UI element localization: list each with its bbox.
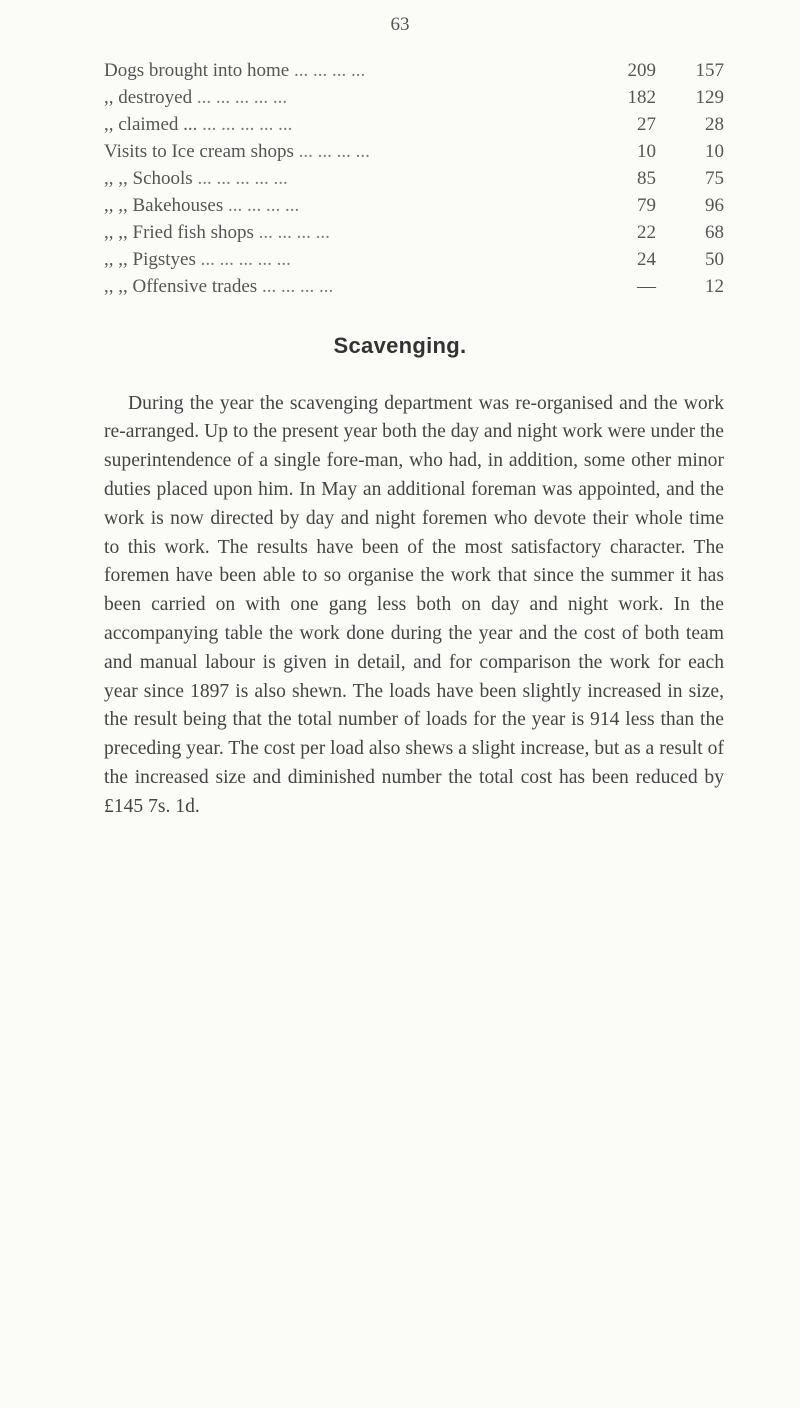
page-number: 63 [390, 14, 410, 35]
value-2: 28 [705, 114, 724, 135]
section-heading: Scavenging. [333, 333, 467, 358]
row-label: ,, ,, Schools [104, 168, 193, 189]
row-label: ,, ,, Pigstyes [104, 249, 196, 270]
row-label: ,, ,, Bakehouses [104, 195, 224, 216]
row-label: ,, claimed ... [104, 114, 198, 135]
value-1: — [637, 276, 656, 297]
table-row [104, 138, 724, 165]
value-2: 75 [705, 168, 724, 189]
table-row [104, 273, 724, 300]
table-row [104, 192, 724, 219]
leader-dots: ... ... ... ... [261, 276, 334, 297]
value-2: 96 [705, 195, 724, 216]
value-2: 12 [705, 276, 724, 297]
table-row [104, 111, 724, 138]
leader-dots: ... ... ... ... [258, 222, 330, 243]
leader-dots: ... ... ... ... ... [196, 87, 288, 108]
leader-dots: ... ... ... ... [228, 195, 300, 216]
value-1: 209 [627, 60, 656, 81]
row-label: ,, ,, Fried fish shops [104, 222, 254, 243]
value-2: 129 [695, 87, 724, 108]
value-1: 22 [637, 222, 656, 243]
leader-dots: ... ... ... ... ... [200, 249, 291, 270]
leader-dots: ... ... ... ... ... [202, 114, 293, 135]
value-1: 182 [627, 87, 656, 108]
row-label: ,, destroyed [104, 87, 193, 108]
value-2: 68 [705, 222, 724, 243]
leader-dots: ... ... ... ... ... [197, 168, 288, 189]
value-1: 27 [637, 114, 656, 135]
row-label: Visits to Ice cream shops [104, 141, 294, 162]
body-paragraph: During the year the scavenging department was re-organised and the work re-arranged. Up to the present year both the day and night work were under the superintendence of a single fore-man, who had, in addition, some other minor duties placed upon him. In May an additional foreman was appointed, and the work is now directed by day and night foremen who devote their whole time to this work. The results have been of the most satisfactory character. The foremen have been able to so organise the work that since the summer it has been carried on with one gang less both on day and night work. In the accompanying table the work done during the year and the cost of both team and manual labour is given in detail, and for comparison the work for each year since 1897 is also shewn. The loads have been slightly increased in size, the result being that the total number of loads for the year is 914 less than the preceding year. The cost per load also shews a slight increase, but as a result of the increased size and diminished number the total cost has been reduced by £145 7s. 1d. [104, 392, 724, 817]
leader-dots: ... ... ... ... [294, 60, 366, 81]
leader-dots: ... ... ... ... [298, 141, 370, 162]
table-row [104, 219, 724, 246]
value-1: 85 [637, 168, 656, 189]
value-1: 79 [637, 195, 656, 216]
table-row [104, 57, 724, 84]
value-1: 10 [637, 141, 656, 162]
row-label: Dogs brought into home [104, 60, 290, 81]
value-2: 157 [695, 60, 724, 81]
table-row [104, 84, 724, 111]
row-label: ,, ,, Offensive trades [104, 276, 258, 297]
value-2: 50 [705, 249, 724, 270]
table-row [104, 165, 724, 192]
statistics-table [104, 57, 724, 300]
value-1: 24 [637, 249, 656, 270]
table-row [104, 246, 724, 273]
value-2: 10 [705, 141, 724, 162]
